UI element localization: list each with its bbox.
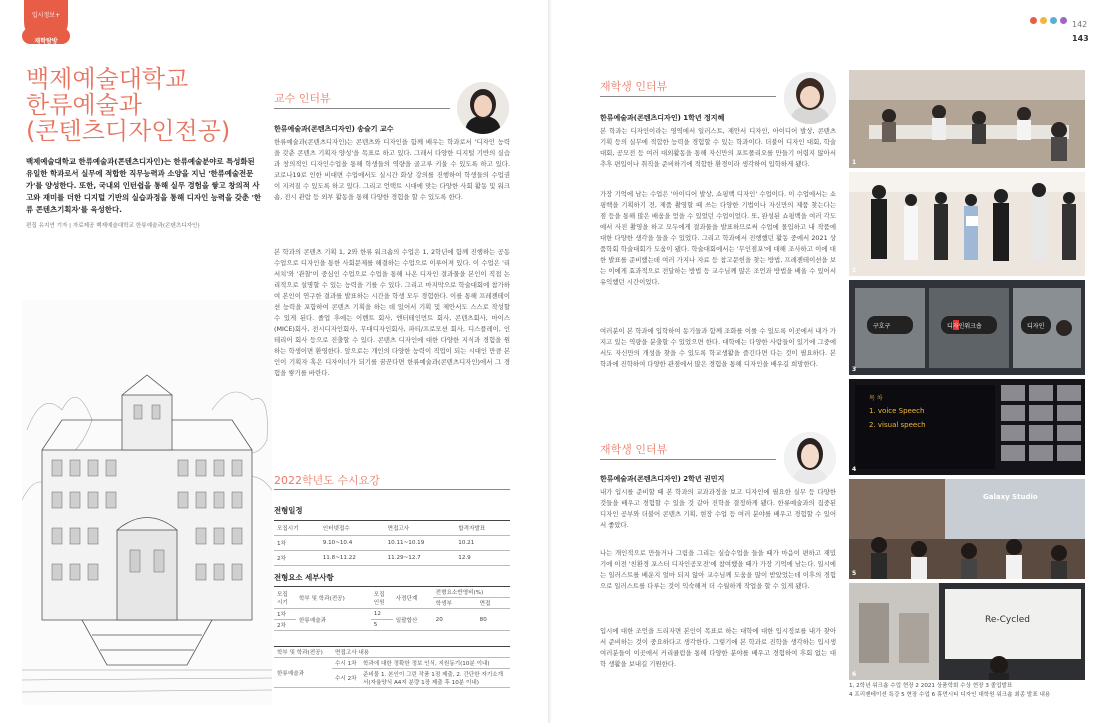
dot-yellow — [1040, 17, 1047, 24]
student1-answer-2: 가장 기억에 남는 수업은 '아이디어 발상, 쇼핑백 디자인' 수업이다. 이 수업에서는 쇼핑백을 기획하기 전, 제품 촬영할 때 쓰는 다양한 기법이나 자신만의 제품 찾는다는 점 등을 통해 많은 배움을 얻을 수 있었던 수업이었다. 또, 완성된 쇼핑백을 여러 각도에서 사진 촬영을 하고 모두에게 결과물을 발표하므로써 수업에 몰입하고 내 작품에 대한 다양한 생각을 들을 수 있었다. 그리고 학과에서 진행했던 활동 중에서 2021 상품학회 학술대회가 도움이 됐다. 학술대회에서는 '무인점포'에 대해 조사하고 이에 대한 발표를 준비했는데 여러 가지나 자료 등 참고문헌을 찾는 방법, 프레젠테이션을 보는 이에게 효과적으로 전달하는 방법 등 교수님께 많은 조언과 방법을 배울 수 있어서 유익했던 시간이었다. — [600, 190, 836, 286]
heading-rule — [600, 459, 776, 460]
title-line-1: 백제예술대학교 — [26, 65, 189, 93]
photo-5-image — [849, 479, 1085, 579]
photo-5-sign: Galaxy Studio — [983, 493, 1038, 501]
table-cell: 2차 — [277, 556, 286, 562]
caption-line-1: 1, 2학년 워크숍 수업 현장 2 2021 상품학회 수상 현장 3 졸업발표 — [849, 683, 1013, 689]
credit-line: 편집 유지연 기자 | 자료제공 백제예술대학교 한류예술과(콘텐츠디자인) — [26, 223, 200, 229]
table-cell: 10.11~10.19 — [387, 540, 425, 546]
photo-6-sign: Re-Cycled — [985, 615, 1030, 625]
student1-answer-3: 여러분이 본 학과에 입학하여 동기들과 함께 조화를 이룰 수 있도록 이곳에서 내가 가지고 있는 역량을 분출할 수 있었으면 한다. 대학에는 다양한 사람들이 있기에 그중에서도 자신만의 개성을 찾을 수 있도록 학교생활을 즐긴다면 다는 것이 필요하다. 본 학과에 진학하여 다양한 관점에서 많은 경험을 통해 디자인을 배우길 희망한다. — [600, 327, 836, 368]
table-cell: 수시 2차 — [335, 676, 357, 682]
photo-number: 3 — [852, 366, 857, 373]
detail-header: 모집인원 — [373, 591, 385, 606]
detail-title: 전형요소 세부사항 — [274, 573, 334, 582]
photo-6-image — [849, 583, 1085, 680]
schedule-header: 면접고사 — [387, 526, 410, 532]
photo-5 — [849, 479, 1085, 579]
page-title — [26, 66, 246, 144]
title-line-3: (콘텐츠디자인전공) — [26, 117, 231, 145]
dot-blue — [1050, 17, 1057, 24]
photo-2 — [849, 172, 1085, 276]
table-cell: 학과에 대한 정확한 정보 인식, 지원동기(10분 이내) — [363, 661, 490, 667]
photo-2-image — [849, 172, 1085, 276]
schedule-table — [274, 520, 510, 566]
table-cell: 한류예술과 — [277, 670, 305, 677]
schedule-header: 인터넷접수 — [322, 526, 350, 532]
photo-1-image — [849, 70, 1085, 168]
schedule-header: 모집시기 — [277, 526, 299, 532]
student1-photo — [784, 72, 836, 124]
table-cell: 12 — [373, 611, 381, 617]
table-cell: 10.21 — [458, 540, 475, 546]
title-line-2: 한류예술과 — [26, 91, 142, 119]
photo-3-label-right: 디자인 — [1027, 323, 1045, 330]
dot-purple — [1060, 17, 1067, 24]
professor-answer-2: 본 학과의 콘텐츠 기획 1, 2와 한류 워크숍의 수업은 1, 2학년에 함께 진행하는 공동 수업으로 디자인을 통한 사회문제를 해결하는 수업으로 이루어져 있다. 이 수업은 '리서치'와 '관찰'이 중심인 수업으로 수업을 통해 나온 디자인 결과물을 본인이 직접 논리적으로 설명할 수 있는 능력을 기를 수 있다. 그리고 마지막으로 학술대회에 참가하여 본인이 연구한 결과를 발표하는 시간을 학생 모두 경험한다. 이를 통해 프레젠테이션 능력을 포함하여 콘텐츠 기획을 하는 데 있어서 기획 및 제안서도 스스로 작성할 수 있게 된다. 졸업 후에는 이벤트 회사, 엔터테인먼트 회사, 콘텐츠회사, 마이스(MICE)회사, 전시디자인회사, 무대디자인회사, 파티/프로모션 회사, 디스플레이, 인테리어 회사 등으로 진출할 수 있다. 콘텐츠 디자인에 대한 다양한 지식과 경험을 원하는 학생이면 환영한다. 앞으로는 개인의 다양한 능력이 직업이 되는 시대인 만큼 본인이 기획자 혹은 디자이너가 되기를 꿈꾼다면 한류예술과(콘텐츠디자인)에서 그 경험을 쌓기를 바란다. — [274, 248, 510, 377]
table-cell: 준비물 1. 본인이 그린 작품 1점 제출, 2. 간단한 자기소개서(자율양식 A4지 분량 1장 제출 후 10분 이내) — [363, 672, 504, 686]
caption-line-2: 4 프리젠테이션 특강 5 현장 수업 6 휴먼시티 디자인 대학원 워크숍 최종 발표 내용 — [849, 692, 1051, 698]
building-sketch-illustration — [22, 300, 272, 705]
schedule-title: 전형일정 — [274, 506, 303, 515]
student2-interview-heading: 재학생 인터뷰 — [600, 443, 668, 456]
color-dots — [1030, 17, 1067, 24]
table-cell: 9.10~10.4 — [322, 540, 353, 546]
photo-3-label-mid: 디자인워크숍 — [947, 323, 982, 330]
detail-subheader: 학생부 — [435, 601, 452, 607]
badge-bottom-label: 재학탐방 — [34, 38, 58, 45]
page-number-left: 142 — [1072, 20, 1088, 29]
photo-number: 1 — [852, 159, 857, 166]
table-cell: 2차 — [277, 623, 286, 629]
table-cell: 1차 — [277, 612, 286, 618]
professor-interview-heading: 교수 인터뷰 — [274, 92, 331, 105]
table-row — [274, 536, 510, 551]
table-cell: 한류예술과 — [299, 617, 327, 624]
schedule-header: 합격자발표 — [458, 526, 486, 532]
admission-rule — [274, 489, 510, 490]
student2-name: 한류예술과(콘텐츠디자인) 2학년 권민지 — [600, 475, 725, 483]
student2-portrait — [784, 432, 836, 484]
heading-rule — [274, 108, 450, 109]
intro-text: 백제예술대학교 한류예술과(콘텐츠디자인)는 한류예술분야로 특성화된 유일한 학과로서 실무에 적합한 직무능력과 소양을 지닌 '한류예술전문가'를 양성한다. 또한, 국내외 인턴쉽을 통해 실무 경험을 쌓고 창의적 사고와 재미를 더한 디지털 기반의 실습과정을 통해 디자인 능력을 갖춘 '한류 콘텐츠기획자'를 육성한다. — [26, 157, 262, 214]
professor-name: 한류예술과(콘텐츠디자인) 송슬기 교수 — [274, 125, 394, 133]
table-cell: 11.8~11.22 — [322, 555, 356, 561]
table-cell: 수시 1차 — [335, 661, 357, 667]
table-cell: 12.9 — [458, 555, 471, 561]
page-number-right: 143 — [1072, 34, 1089, 43]
admission-heading: 2022학년도 수시요강 — [274, 474, 380, 487]
professor-photo — [457, 82, 509, 134]
student2-answer-2: 나는 개인적으로 만들거나 그림을 그리는 실습수업을 들을 때가 마음이 편하고 재밌기에 이전 '친환경 포스터 디자인공모전'에 참여했을 때가 가장 기억에 남는다. 일시에는 일러스트를 배운지 얼마 되지 않아 교수님께 도움을 많이 받았었는데 이후의 경험으로 일러스트를 다루는 것이 익숙해져 더 수월하게 작업을 할 수 있게 됐다. — [600, 549, 836, 590]
interview-header: 면접고사 내용 — [335, 650, 370, 656]
table-cell: 11.29~12.7 — [387, 555, 421, 561]
table-cell: 1차 — [277, 541, 286, 547]
photo-number: 2 — [852, 267, 857, 274]
detail-header: 모집시기 — [277, 591, 288, 606]
table-cell: 일괄합산 — [395, 617, 418, 624]
badge-sub — [22, 28, 70, 44]
student1-answer-1: 본 학과는 디자인이라는 영역에서 일러스트, 제안서 디자인, 아이디어 발상, 콘텐츠 기획 등의 실무에 적합한 능력을 경험할 수 있는 학과이다. 더불어 디자인 대회, 학술대회, 공모전 등 여러 대외활동을 통해 자신만의 포트폴리오를 만들기 어렵지 않아서 추후 편입이나 취직을 준비하기에 적합한 환경이라 생각하여 입학하게 됐다. — [600, 127, 836, 168]
dot-red — [1030, 17, 1037, 24]
table-cell: 20 — [435, 616, 443, 623]
heading-rule — [600, 96, 776, 97]
table-row — [274, 658, 510, 669]
professor-portrait — [457, 82, 509, 134]
detail-header: 전형요소반영비(%) — [435, 590, 484, 596]
photo-6 — [849, 583, 1085, 680]
page-spine — [548, 0, 552, 723]
photo-4-line-1: 목 차 — [869, 395, 883, 402]
detail-header: 학부 및 학과(전공) — [299, 595, 345, 602]
student1-portrait — [784, 72, 836, 124]
photo-4-line-2: 1. voice Speech — [869, 407, 925, 415]
photo-3-label-left: 구호구 — [873, 323, 891, 330]
detail-table — [274, 586, 510, 631]
photo-3 — [849, 280, 1085, 375]
photo-number: 6 — [852, 671, 857, 678]
photo-4 — [849, 379, 1085, 475]
photo-caption — [849, 682, 1089, 700]
student1-interview-heading: 재학생 인터뷰 — [600, 80, 668, 93]
photo-number: 4 — [852, 466, 857, 473]
table-row — [274, 551, 510, 566]
interview-header: 학부 및 학과(전공) — [277, 650, 323, 656]
student1-name: 한류예술과(콘텐츠디자인) 1학년 정지혜 — [600, 114, 725, 122]
table-cell: 80 — [479, 616, 487, 623]
detail-subheader: 면접 — [479, 601, 491, 607]
professor-answer-1: 한류예술과(콘텐츠디자인)는 콘텐츠와 디자인을 함께 배우는 학과로서 '디자인 능력을 갖춘 콘텐츠 기획자 양성'을 목표로 하고 있다. 그래서 다양한 디지털 기반의 실습과 창의적인 디자인수업을 통해 학생들의 역량을 골고루 키울 수 있도록 하고 있다. 코로나19로 인한 비대면 수업에서도 실시간 화상 강의를 진행하여 학생들의 수업권이 지켜질 수 있도록 하고 있다. 그리고 언택트 시대에 맞는 다양한 사회 활동 및 워크숍, 전시 관람 등 외부 활동을 통해 다양한 경험을 할 수 있도록 한다. — [274, 138, 510, 201]
interview-table — [274, 646, 510, 688]
student2-answer-1: 내가 입시를 준비할 때 본 학과의 교과과정을 보고 디자인에 필요한 실무 등 다양한 것들을 배우고 경험할 수 있을 것 같아 진학을 결정하게 됐다. 한류예술과의 집중된 디자인 공부와 더불어 콘텐츠 기획, 현장 수업 등 여러 분야를 배우고 경험할 수 있어서 좋았다. — [600, 488, 836, 529]
student2-photo — [784, 432, 836, 484]
photo-number: 5 — [852, 570, 857, 577]
photo-4-line-3: 2. visual speech — [869, 421, 926, 429]
detail-header: 사정단계 — [395, 595, 418, 602]
photo-1 — [849, 70, 1085, 168]
table-cell: 5 — [373, 622, 378, 628]
student2-answer-3: 입시에 대한 조언을 드리자면 본인이 목표로 하는 대학에 대한 입시정보를 내가 찾아서 준비하는 것이 중요하다고 생각한다. 그렇기에 본 학과로 진학을 생각하는 입시생 여러분들이 이곳에서 커리큘럼을 통해 다양한 분야를 배우고 경험하여 후회 없는 대학 생활을 보내길 기원한다. — [600, 627, 836, 668]
badge-top-label: 입시정보+ — [31, 12, 61, 19]
table-row — [274, 609, 510, 620]
